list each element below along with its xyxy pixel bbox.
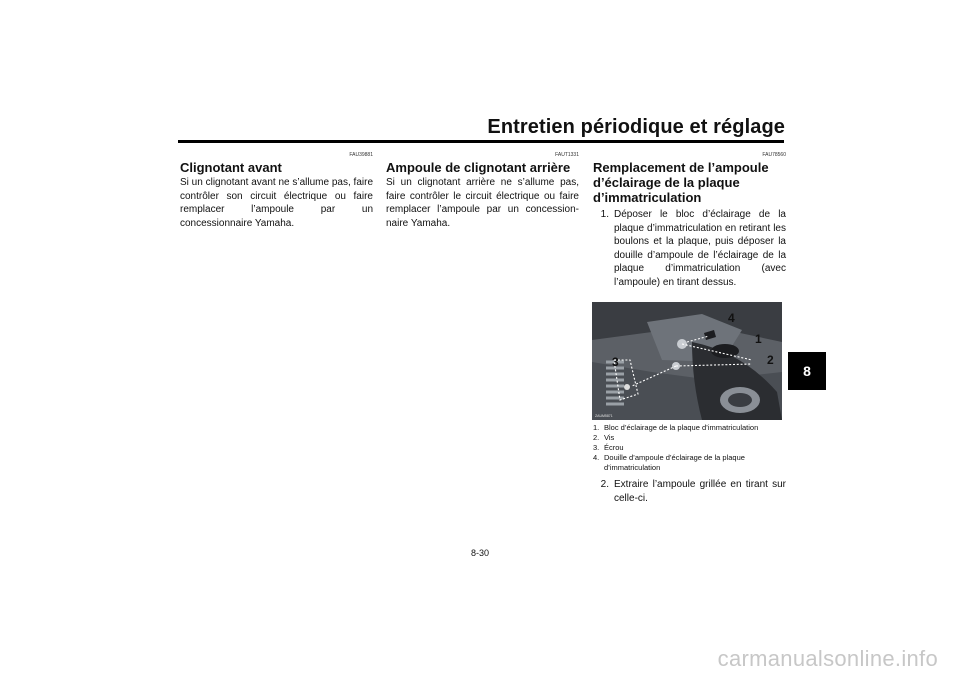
callout-text: Écrou [604,443,624,452]
section-body: Si un clignotant arrière ne s’allume pas, faire contrôler le circuit électrique ou faire remplacer l’ampoule par un concessionnaire Yamaha. [386,177,579,229]
step-item [593,208,786,289]
page-header-title: Entretien périodique et réglage [487,116,785,138]
chapter-tab: 8 [788,352,826,390]
callout-number: 3. [593,443,600,452]
callout-label-2: 2 [767,353,774,367]
step-number: 1. [600,209,609,220]
step-text: Déposer le bloc d’éclairage de la plaque d’immatriculation en retirant les boulons et la plaque, puis déposer la douille d’ampoule de l’éclairage de la plaque d’immatriculation (avec l’ampoule) en tirant dessus. [614,209,786,288]
section-body: Si un clignotant avant ne s’allume pas, faire contrôler son circuit électrique ou faire remplacer l’ampoule par un concessionnaire Yamaha. [180,177,373,229]
section-rear-turn-signal [386,152,579,230]
section-title: Ampoule de clignotant arrière [386,160,571,175]
callout-item [593,453,786,473]
step-text: Extraire l’ampoule grillée en tirant sur celle-ci. [614,479,786,504]
figure-illustration [592,302,782,420]
scooter-license-light-figure [592,302,782,420]
callout-legend [593,423,786,473]
callout-item [593,433,786,443]
section-license-plate-bulb [593,152,786,505]
section-code: FAU78560 [762,152,786,158]
callout-text: Vis [604,433,615,442]
callout-text: Douille d’ampoule d’éclairage de la plaque d’immatriculation [604,453,745,472]
section-title: Clignotant avant [180,160,282,175]
callout-number: 2. [593,433,600,442]
section-code: FAU39881 [349,152,373,158]
watermark: carmanualsonline.info [717,646,938,671]
callout-label-1: 1 [755,332,762,346]
step-item [593,478,786,505]
step-list-2 [593,478,786,505]
page-number: 8-30 [470,548,489,558]
step-number: 2. [600,479,609,490]
figure-code: ZAUM5871 [595,414,613,418]
callout-item [593,443,786,453]
callout-label-3: 3 [612,355,619,369]
section-title: Remplacement de l’ampoule d’éclairage de la plaque d’immatriculation [593,160,769,205]
callout-label-4: 4 [728,311,735,325]
section-front-turn-signal [180,152,373,230]
step-list-1 [593,208,786,289]
callout-text: Bloc d’éclairage de la plaque d’immatriculation [604,423,759,432]
header-rule [178,140,784,143]
callout-number: 1. [593,423,600,432]
callout-item [593,423,786,433]
section-code: FAUT1331 [555,152,579,158]
callout-number: 4. [593,453,600,462]
